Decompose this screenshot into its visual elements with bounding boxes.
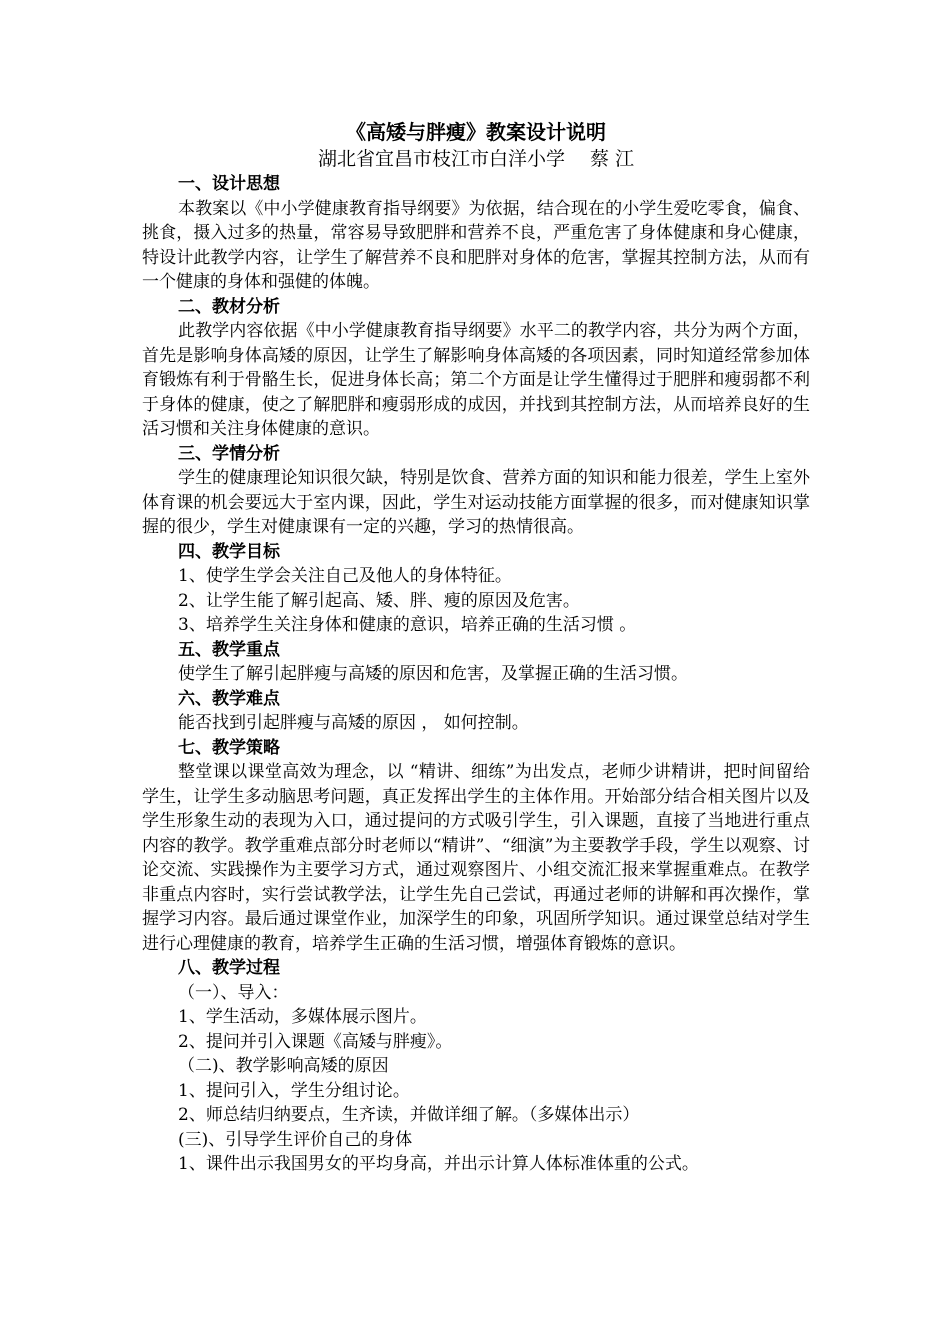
section-heading: 六、教学难点 <box>178 688 280 709</box>
list-item: 2、师总结归纳要点，生齐读，并做详细了解。（多媒体出示） <box>178 1105 640 1125</box>
section-paragraph: 整堂课以课堂高效为理念，以 “精讲、细练”为出发点，老师少讲精讲，把时间留给学生，让学生多动脑思考问题，真正发挥出学生的主体作用。开始部分结合相关图片以及学生形象生动的表现为入口，通过提问的方式吸引学生，引入课题，直接了当地进行重点内容的教学。教学重难点部分时老师以“精讲”、“细演”为主要教学手段，学生以观察、讨论交流、实践操作为主要学习方式，通过观察图片、小组交流汇报来掌握重难点。在教学非重点内容时，实行尝试教学法，让学生先自己尝试，再通过老师的讲解和再次操作，掌握学习内容。最后通过课堂作业，加深学生的印象，巩固所学知识。通过课堂总结对学生进行心理健康的教育，培养学生正确的生活习惯，增强体育锻炼的意识。 <box>142 762 810 954</box>
section-heading: 五、教学重点 <box>178 639 280 660</box>
list-item: 1、使学生学会关注自己及他人的身体特征。 <box>178 566 512 586</box>
section-paragraph: 本教案以《中小学健康教育指导纲要》为依据，结合现在的小学生爱吃零食，偏食、挑食，摄入过多的热量，常容易导致肥胖和营养不良，严重危害了身体健康和身心健康，特设计此教学内容，让学生了解营养不良和肥胖对身体的危害，掌握其控制方法，从而有一个健康的身体和强健的体魄。 <box>142 198 810 292</box>
section-heading: 四、教学目标 <box>178 541 280 562</box>
list-item: (三)、引导学生评价自己的身体 <box>178 1129 413 1150</box>
section-heading: 一、设计思想 <box>178 174 280 194</box>
list-item: （一）、导入： <box>178 982 289 1003</box>
section-heading: 七、教学策略 <box>178 737 280 758</box>
list-item: 能否找到引起胖瘦与高矮的原因 ， 如何控制。 <box>178 713 529 733</box>
list-item: （二)、教学影响高矮的原因 <box>178 1056 389 1076</box>
section-paragraph: 学生的健康理论知识很欠缺，特别是饮食、营养方面的知识和能力很差，学生上室外体育课的机会要远大于室内课，因此，学生对运动技能方面掌握的很多，而对健康知识掌握的很少，学生对健康课有一定的兴趣，学习的热情很高。 <box>142 468 810 537</box>
list-item: 3、培养学生关注身体和健康的意识，培养正确的生活习惯 。 <box>178 615 637 635</box>
list-item: 2、让学生能了解引起高、矮、胖、瘦的原因及危害。 <box>178 590 580 611</box>
list-item: 1、提问引入，学生分组讨论。 <box>178 1080 410 1101</box>
section-heading: 二、教材分析 <box>178 296 280 317</box>
document-page <box>142 118 810 1177</box>
section-paragraph: 此教学内容依据《中小学健康教育指导纲要》水平二的教学内容，共分为两个方面，首先是影响身体高矮的原因，让学生了解影响身体高矮的各项因素，同时知道经常参加体育锻炼有利于骨骼生长，促进身体长高；第二个方面是让学生懂得过于肥胖和瘦弱都不利于身体的健康，使之了解肥胖和瘦弱形成的成因，并找到其控制方法，从而培养良好的生活习惯和关注身体健康的意识。 <box>142 321 810 439</box>
section-heading: 三、学情分析 <box>178 443 280 464</box>
list-item: 1、学生活动，多媒体展示图片。 <box>178 1007 427 1027</box>
author-line: 湖北省宜昌市枝江市白洋小学 蔡 江 <box>317 148 635 170</box>
list-item: 使学生了解引起胖瘦与高矮的原因和危害，及掌握正确的生活习惯。 <box>178 664 688 684</box>
list-item: 1、课件出示我国男女的平均身高，并出示计算人体标准体重的公式。 <box>178 1154 699 1174</box>
list-item: 2、提问并引入课题《高矮与胖瘦》。 <box>178 1031 453 1052</box>
page-title: 《高矮与胖瘦》教案设计说明 <box>346 120 606 144</box>
section-heading: 八、教学过程 <box>178 958 280 978</box>
